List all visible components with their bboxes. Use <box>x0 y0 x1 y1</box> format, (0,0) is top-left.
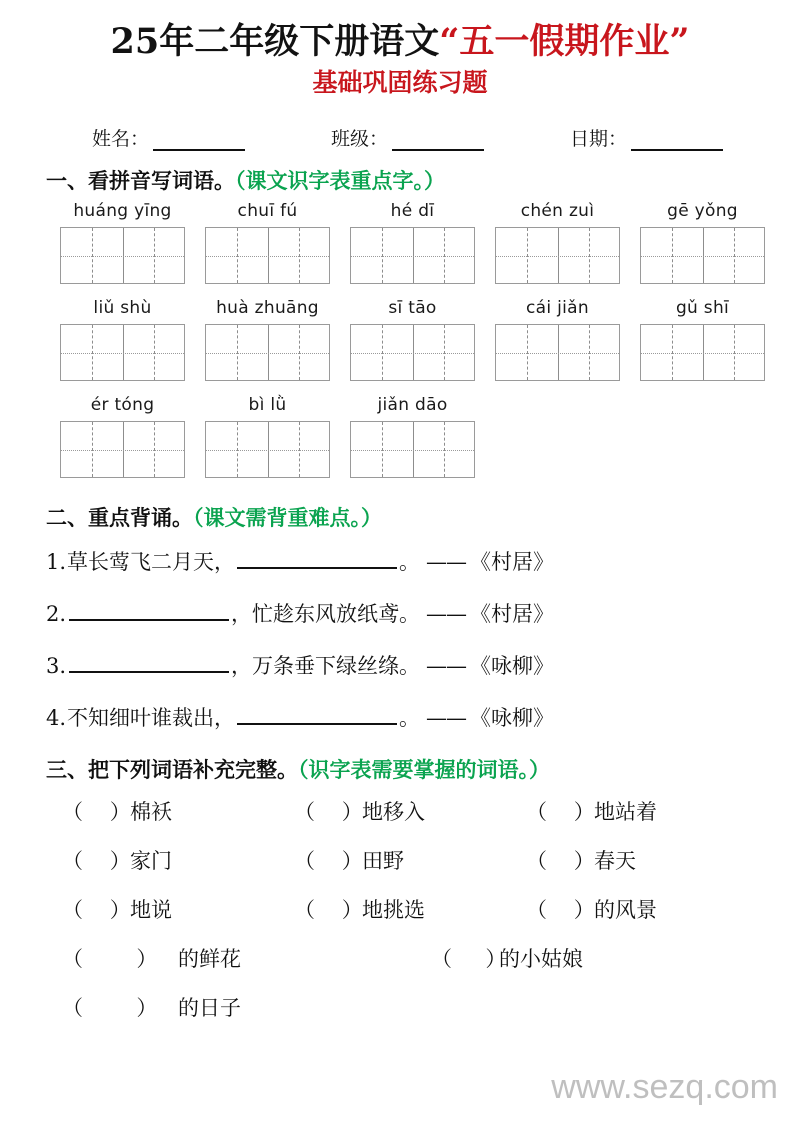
name-field[interactable] <box>92 124 245 151</box>
writing-grid-box[interactable] <box>350 324 475 381</box>
grid-cell[interactable] <box>496 325 558 380</box>
grid-cell[interactable] <box>123 228 185 283</box>
recitation-answer-blank[interactable] <box>237 708 397 725</box>
word-fill-item[interactable] <box>526 894 758 924</box>
pinyin-label: huà zhuāng <box>216 298 319 319</box>
writing-grid-box[interactable] <box>640 324 765 381</box>
section-2-note: （课文需背重难点。） <box>193 506 382 531</box>
pinyin-label: huáng yīng <box>73 201 172 222</box>
section-2-index: 二、 <box>46 506 88 531</box>
word-fill-row <box>0 943 800 973</box>
word-answer-parens[interactable]: （ ） <box>62 947 158 972</box>
writing-grid-box[interactable] <box>60 324 185 381</box>
word-fill-item[interactable] <box>294 796 526 826</box>
writing-grid-box[interactable] <box>205 324 330 381</box>
grid-cell[interactable] <box>413 422 475 477</box>
recitation-number: 1. <box>46 550 67 575</box>
pinyin-label: jiǎn dāo <box>377 395 448 416</box>
pinyin-cell <box>205 298 350 381</box>
word-fill-text: 的风景 <box>594 898 657 923</box>
word-fill-item[interactable] <box>294 894 526 924</box>
word-fill-item[interactable] <box>526 845 758 875</box>
word-answer-parens[interactable]: （ ） <box>62 996 158 1021</box>
recitation-text-after: ，万条垂下绿丝绦。 <box>231 654 421 679</box>
pinyin-label: bì lǜ <box>248 395 287 416</box>
pinyin-label: sī tāo <box>388 298 437 319</box>
section-1-note: （课文识字表重点字。） <box>235 169 445 194</box>
recitation-line <box>0 598 800 628</box>
word-answer-parens[interactable]: （ ） <box>431 947 507 972</box>
pinyin-cell <box>60 201 205 284</box>
word-answer-parens[interactable]: （ ） <box>526 849 595 874</box>
pinyin-exercise-block <box>0 201 800 478</box>
grid-cell[interactable] <box>61 325 123 380</box>
pinyin-cell <box>640 298 785 381</box>
word-fill-text: 地说 <box>130 898 172 923</box>
class-input-blank[interactable] <box>392 135 484 151</box>
recitation-dash: —— <box>426 706 467 731</box>
grid-cell[interactable] <box>61 422 123 477</box>
word-fill-item[interactable] <box>294 845 526 875</box>
word-fill-text: 的小姑娘 <box>499 947 583 972</box>
word-answer-parens[interactable]: （ ） <box>62 800 131 825</box>
grid-cell[interactable] <box>351 422 413 477</box>
writing-grid-box[interactable] <box>205 227 330 284</box>
recitation-number: 3. <box>46 654 67 679</box>
word-fill-row <box>0 796 800 826</box>
pinyin-label: ér tóng <box>90 395 155 416</box>
name-label: 姓名： <box>92 128 150 151</box>
pinyin-cell <box>640 201 785 284</box>
word-fill-text: 地挑选 <box>362 898 425 923</box>
word-fill-text: 棉袄 <box>130 800 172 825</box>
word-answer-parens[interactable]: （ ） <box>526 800 595 825</box>
word-fill-block <box>0 796 800 1022</box>
recitation-dash: —— <box>426 602 467 627</box>
section-2-heading <box>0 502 800 532</box>
recitation-number: 4. <box>46 706 67 731</box>
pinyin-cell <box>350 201 495 284</box>
word-answer-parens[interactable]: （ ） <box>294 849 363 874</box>
word-answer-parens[interactable]: （ ） <box>294 800 363 825</box>
pinyin-row <box>0 395 800 478</box>
recitation-text-after: ，忙趁东风放纸鸢。 <box>231 602 421 627</box>
class-label: 班级： <box>331 128 389 151</box>
date-field[interactable] <box>570 124 723 151</box>
recitation-source: 《咏柳》 <box>470 706 555 731</box>
pinyin-cell <box>205 395 350 478</box>
word-fill-text: 家门 <box>130 849 172 874</box>
pinyin-label: chén zuì <box>520 201 595 222</box>
grid-cell[interactable] <box>268 325 330 380</box>
grid-cell[interactable] <box>558 325 620 380</box>
word-answer-parens[interactable]: （ ） <box>62 898 131 923</box>
grid-cell[interactable] <box>641 325 703 380</box>
pinyin-row <box>0 201 800 284</box>
grid-cell[interactable] <box>558 228 620 283</box>
word-fill-item[interactable] <box>431 943 800 973</box>
writing-grid-box[interactable] <box>350 421 475 478</box>
word-fill-row <box>0 992 800 1022</box>
recitation-number: 2. <box>46 602 67 627</box>
word-fill-item[interactable] <box>62 992 437 1022</box>
writing-grid-box[interactable] <box>205 421 330 478</box>
recitation-line <box>0 650 800 680</box>
section-3-index: 三、 <box>46 758 88 783</box>
page-subtitle: 基础巩固练习题 <box>312 68 488 98</box>
recitation-line <box>0 702 800 732</box>
date-label: 日期： <box>570 128 628 151</box>
pinyin-row <box>0 298 800 381</box>
section-1-title: 看拼音写词语。 <box>88 169 235 194</box>
writing-grid-box[interactable] <box>495 227 620 284</box>
grid-cell[interactable] <box>496 228 558 283</box>
pinyin-cell <box>495 298 640 381</box>
section-1-heading <box>0 165 800 195</box>
recitation-source: 《村居》 <box>470 602 555 627</box>
section-1-index: 一、 <box>46 169 88 194</box>
writing-grid-box[interactable] <box>350 227 475 284</box>
word-fill-item[interactable] <box>62 894 294 924</box>
grid-cell[interactable] <box>123 422 185 477</box>
grid-cell[interactable] <box>268 228 330 283</box>
recitation-text-before: 草长莺飞二月天， <box>67 550 236 575</box>
pinyin-label: cái jiǎn <box>526 298 589 319</box>
word-fill-text: 地移入 <box>362 800 425 825</box>
grid-cell[interactable] <box>641 228 703 283</box>
page-title <box>0 22 800 62</box>
student-info-row <box>0 124 800 151</box>
pinyin-cell <box>60 395 205 478</box>
pinyin-label: hé dī <box>390 201 435 222</box>
word-fill-text: 地站着 <box>594 800 657 825</box>
site-watermark: www.sezq.com <box>551 1068 778 1106</box>
grid-cell[interactable] <box>413 325 475 380</box>
name-input-blank[interactable] <box>153 135 245 151</box>
word-fill-text: 的鲜花 <box>178 947 241 972</box>
section-3-heading <box>0 754 800 784</box>
pinyin-label: gē yǒng <box>667 201 738 222</box>
grid-cell[interactable] <box>206 325 268 380</box>
pinyin-label: chuī fú <box>237 201 298 222</box>
section-3-note: （识字表需要掌握的词语。） <box>298 758 550 783</box>
pinyin-cell <box>350 298 495 381</box>
recitation-answer-blank[interactable] <box>69 656 229 673</box>
grid-cell[interactable] <box>206 228 268 283</box>
recitation-answer-blank[interactable] <box>69 604 229 621</box>
class-field[interactable] <box>331 124 484 151</box>
grid-cell[interactable] <box>703 325 765 380</box>
section-3-title: 把下列词语补充完整。 <box>88 758 298 783</box>
page-title-red-part: “五一假期作业” <box>439 21 690 62</box>
grid-cell[interactable] <box>703 228 765 283</box>
recitation-text-after: 。 <box>399 550 421 575</box>
pinyin-label: liǔ shù <box>93 298 152 319</box>
date-input-blank[interactable] <box>631 135 723 151</box>
recitation-source: 《村居》 <box>470 550 555 575</box>
word-answer-parens[interactable]: （ ） <box>294 898 363 923</box>
grid-cell[interactable] <box>351 228 413 283</box>
word-fill-text: 的日子 <box>178 996 241 1021</box>
recitation-dash: —— <box>426 654 467 679</box>
grid-cell[interactable] <box>413 228 475 283</box>
word-answer-parens[interactable]: （ ） <box>62 849 131 874</box>
pinyin-cell <box>495 201 640 284</box>
word-fill-item[interactable] <box>526 796 758 826</box>
word-fill-row <box>0 845 800 875</box>
recitation-source: 《咏柳》 <box>470 654 555 679</box>
recitation-block <box>0 546 800 732</box>
grid-cell[interactable] <box>206 422 268 477</box>
pinyin-cell <box>350 395 495 478</box>
writing-grid-box[interactable] <box>60 421 185 478</box>
grid-cell[interactable] <box>268 422 330 477</box>
recitation-line <box>0 546 800 576</box>
page-title-black-part: 25年二年级下册语文 <box>110 21 440 62</box>
word-fill-item[interactable] <box>62 943 431 973</box>
word-fill-text: 田野 <box>362 849 404 874</box>
recitation-text-before: 不知细叶谁裁出， <box>67 706 236 731</box>
word-fill-item[interactable] <box>62 796 294 826</box>
word-fill-row <box>0 894 800 924</box>
pinyin-cell <box>60 298 205 381</box>
recitation-answer-blank[interactable] <box>237 552 397 569</box>
section-2-title: 重点背诵。 <box>88 506 193 531</box>
writing-grid-box[interactable] <box>640 227 765 284</box>
grid-cell[interactable] <box>61 228 123 283</box>
grid-cell[interactable] <box>123 325 185 380</box>
word-fill-text: 春天 <box>594 849 636 874</box>
pinyin-cell <box>205 201 350 284</box>
writing-grid-box[interactable] <box>495 324 620 381</box>
worksheet-header <box>0 0 800 98</box>
writing-grid-box[interactable] <box>60 227 185 284</box>
recitation-text-after: 。 <box>399 706 421 731</box>
word-fill-item[interactable] <box>62 845 294 875</box>
word-answer-parens[interactable]: （ ） <box>526 898 595 923</box>
recitation-dash: —— <box>426 550 467 575</box>
pinyin-label: gǔ shī <box>675 298 730 319</box>
grid-cell[interactable] <box>351 325 413 380</box>
